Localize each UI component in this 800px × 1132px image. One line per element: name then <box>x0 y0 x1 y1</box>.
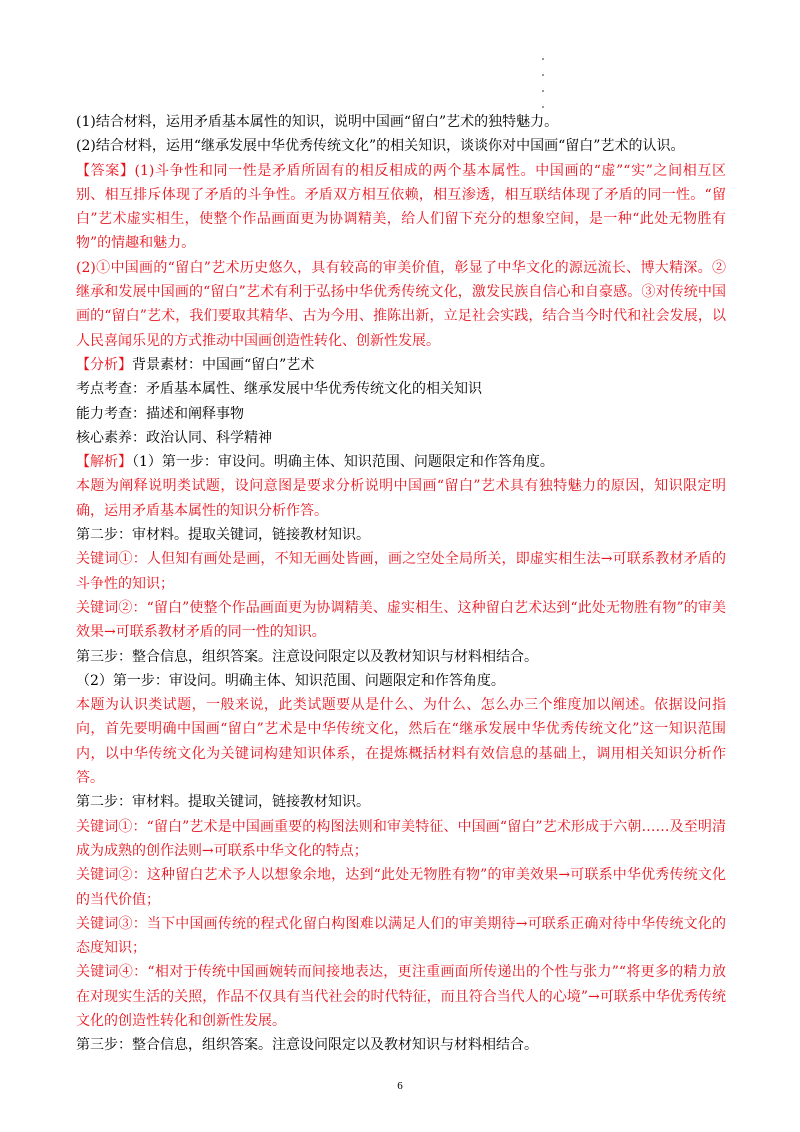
answer-part-1-text: (1)斗争性和同一性是矛盾所固有的相反相成的两个基本属性。中国画的“虚”“实”之间相互区别、相互排斥体现了矛盾的斗争性。矛盾双方相互依赖，相互渗透，相互联结体现了矛盾的同一性。“留白”艺术虚实相生，使整个作品画面更为协调精美，给人们留下充分的想象空间，是一种“此处无物胜有物”的情趣和魅力。 <box>76 162 727 252</box>
analysis-exam-points: 考点考查：矛盾基本属性、继承发展中华优秀传统文化的相关知识 <box>76 381 482 398</box>
explanation-line-9: 关键词①：“留白”艺术是中国画重要的构图法则和审美特征、中国画“留白”艺术形成于六朝……及至明清成为成熟的创作法则→可联系中华文化的特点； <box>76 818 726 859</box>
analysis-label: 【分析】 <box>76 356 132 373</box>
explanation-line-4: 关键词②：“留白”使整个作品画面更为协调精美、虚实相生、这种留白艺术达到“此处无物胜有物”的审美效果→可联系教材矛盾的同一性的知识。 <box>76 599 726 641</box>
explanation-line-0: （1）第一步：审设问。明确主体、知识范围、问题限定和作答角度。 <box>132 454 554 471</box>
answer-part-1 <box>76 159 726 256</box>
explanation-line-8: 第二步：审材料。提取关键词，链接教材知识。 <box>76 794 370 811</box>
explanation-line-5: 第三步：整合信息，组织答案。注意设问限定以及教材知识与材料相结合。 <box>76 648 538 665</box>
content-body <box>76 110 726 1058</box>
explanation-line-11: 关键词③：当下中国画传统的程式化留白构图难以满足人们的审美期待→可联系正确对待中华传统文化的态度知识； <box>76 915 726 957</box>
explanation-line-3: 关键词①：人但知有画处是画，不知无画处皆画，画之空处全局所关，即虚实相生法→可联系教材矛盾的斗争性的知识； <box>76 551 726 592</box>
analysis-background-text: 背景素材：中国画“留白”艺术 <box>132 356 315 373</box>
answer-label: 【答案】 <box>76 162 135 179</box>
explanation-step-1 <box>76 450 726 474</box>
analysis-background <box>76 353 726 377</box>
page-number: 6 <box>397 1080 403 1092</box>
answer-part-2: (2)①中国画的“留白”艺术历史悠久，具有较高的审美价值，彰显了中华文化的源远流长、博大精深。②继承和发展中国画的“留白”艺术有利于弘扬中华优秀传统文化，激发民族自信心和自豪感。③对传统中国画的“留白”艺术，我们要取其精华、古为今用、推陈出新，立足社会实践，结合当今时代和社会发展，以人民喜闻乐见的方式推动中国画创造性转化、创新性发展。 <box>76 259 726 349</box>
explanation-line-13: 第三步：整合信息，组织答案。注意设问限定以及教材知识与材料相结合。 <box>76 1037 538 1054</box>
analysis-literacy: 核心素养：政治认同、科学精神 <box>76 429 272 446</box>
explanation-label: 【解析】 <box>76 454 132 471</box>
question-2: (2)结合材料，运用“继承发展中华优秀传统文化”的相关知识，谈谈你对中国画“留白”艺术的认识。 <box>76 138 685 155</box>
explanation-line-6: （2）第一步：审设问。明确主体、知识范围、问题限定和作答角度。 <box>76 672 505 689</box>
question-1: (1)结合材料，运用矛盾基本属性的知识，说明中国画“留白”艺术的独特魅力。 <box>76 114 559 130</box>
analysis-ability: 能力考查：描述和阐释事物 <box>76 405 244 422</box>
explanation-line-10: 关键词②：这种留白艺术予人以想象余地，达到“此处无物胜有物”的审美效果→可联系中华优秀传统文化的当代价值； <box>76 867 726 908</box>
explanation-line-2: 第二步：审材料。提取关键词，链接教材知识。 <box>76 527 370 544</box>
explanation-line-1: 本题为阐释说明类试题，设问意图是要求分析说明中国画“留白”艺术具有独特魅力的原因，知识限定明确，运用矛盾基本属性的知识分析作答。 <box>76 478 726 519</box>
explanation-line-7: 本题为认识类试题，一般来说，此类试题要从是什么、为什么、怎么办三个维度加以阐述。依据设问指向，首先要明确中国画“留白”艺术是中华传统文化，然后在“继承发展中华优秀传统文化”这一知识范围内，以中华传统文化为关键词构建知识体系，在提炼概括材料有效信息的基础上，调用相关知识分析作答。 <box>76 697 726 787</box>
explanation-line-12: 关键词④：“相对于传统中国画婉转而间接地表达，更注重画面所传递出的个性与张力”“将更多的精力放在对现实生活的关照，作品不仅具有当代社会的时代特征，而且符合当代人的心境”→可联系中华优秀传统文化的创造性转化和创新性发展。 <box>76 964 726 1029</box>
